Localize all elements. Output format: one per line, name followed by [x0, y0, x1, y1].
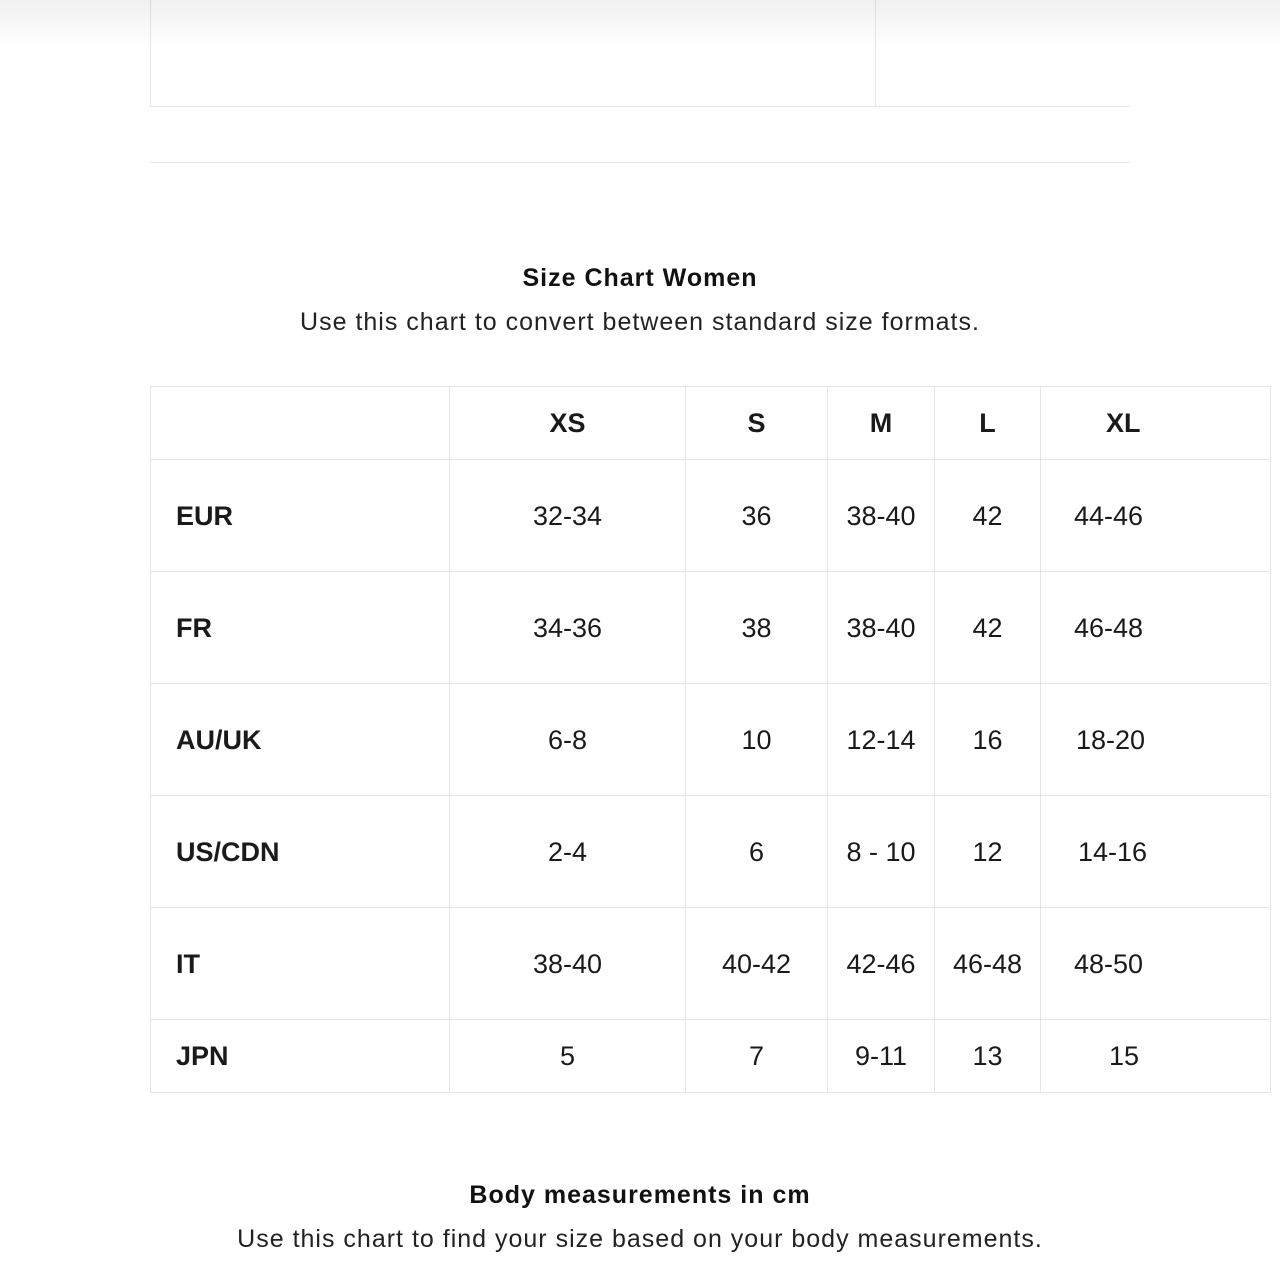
header-xs: XS: [450, 387, 686, 460]
table-cell: 38-40: [828, 572, 935, 684]
table-cell: 7: [686, 1020, 828, 1093]
table-row-fr: [151, 572, 1271, 684]
table-cell: 15: [1041, 1020, 1271, 1093]
table-cell: 12-14: [828, 684, 935, 796]
table-cell: 48-50: [1041, 908, 1271, 1020]
table-cell: 46-48: [1041, 572, 1271, 684]
header-m: M: [828, 387, 935, 460]
table-cell: 38-40: [828, 460, 935, 572]
size-chart-title: Size Chart Women: [522, 264, 758, 292]
table-cell: 12: [935, 796, 1041, 908]
table-cell: 18-20: [1041, 684, 1271, 796]
table-row-eur: [151, 460, 1271, 572]
size-chart-table: [150, 386, 1271, 1093]
table-cell: 13: [935, 1020, 1041, 1093]
previous-table-column-divider: [875, 0, 876, 106]
table-row-jpn: [151, 1020, 1271, 1093]
header-xl: XL: [1041, 387, 1271, 460]
table-cell: 40-42: [686, 908, 828, 1020]
table-cell: 38: [686, 572, 828, 684]
table-cell: 6: [686, 796, 828, 908]
table-cell: 5: [450, 1020, 686, 1093]
table-cell: 32-34: [450, 460, 686, 572]
header-l: L: [935, 387, 1041, 460]
row-label: JPN: [151, 1020, 450, 1093]
previous-table-bottom: [150, 0, 1130, 107]
table-cell: 34-36: [450, 572, 686, 684]
table-cell: 42-46: [828, 908, 935, 1020]
section-divider: [150, 162, 1130, 163]
table-cell: 38-40: [450, 908, 686, 1020]
table-cell: 14-16: [1041, 796, 1271, 908]
body-measurements-subtitle: Use this chart to find your size based on your body measurements.: [237, 1225, 1043, 1253]
size-chart-subtitle: Use this chart to convert between standard size formats.: [300, 308, 980, 336]
row-label: IT: [151, 908, 450, 1020]
table-cell: 46-48: [935, 908, 1041, 1020]
header-corner-cell: [151, 387, 450, 460]
table-cell: 16: [935, 684, 1041, 796]
row-label: US/CDN: [151, 796, 450, 908]
table-cell: 2-4: [450, 796, 686, 908]
table-cell: 36: [686, 460, 828, 572]
table-cell: 42: [935, 572, 1041, 684]
row-label: EUR: [151, 460, 450, 572]
row-label: FR: [151, 572, 450, 684]
table-row-it: [151, 908, 1271, 1020]
table-cell: 42: [935, 460, 1041, 572]
table-cell: 8 - 10: [828, 796, 935, 908]
row-label: AU/UK: [151, 684, 450, 796]
size-chart-table-scroll-area[interactable]: [150, 386, 1148, 1094]
body-measurements-title: Body measurements in cm: [469, 1181, 811, 1209]
table-header-row: [151, 387, 1271, 460]
table-cell: 9-11: [828, 1020, 935, 1093]
table-row-au-uk: [151, 684, 1271, 796]
table-cell: 10: [686, 684, 828, 796]
table-cell: 6-8: [450, 684, 686, 796]
table-cell: 44-46: [1041, 460, 1271, 572]
header-s: S: [686, 387, 828, 460]
table-row-us-cdn: [151, 796, 1271, 908]
